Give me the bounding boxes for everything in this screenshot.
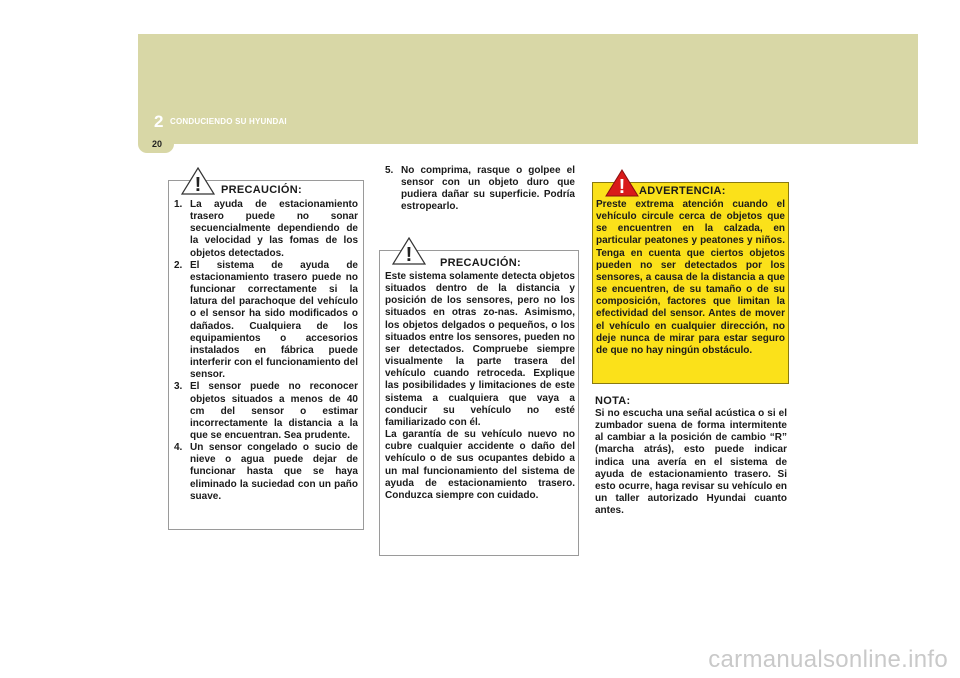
chapter-title: CONDUCIENDO SU HYUNDAI (170, 117, 287, 126)
warning-box (592, 176, 789, 384)
list-item: 4. Un sensor congelado o sucio de nieve o agua puede dejar de funcionar hasta que se haya eliminado la suciedad con un paño suave. (174, 442, 358, 502)
svg-text:!: ! (194, 174, 202, 195)
caution-box-left (168, 174, 364, 530)
warning-triangle-icon (392, 237, 426, 265)
svg-text:!: ! (405, 244, 413, 265)
caution-title: PRECAUCIÓN: (440, 257, 521, 269)
list-item: 2. El sistema de ayuda de estacionamiento trasero puede no funcionar correctamente si la latura del parachoque del vehículo o el sensor ha sido modificados o dañados. Cualquiera de los equipamientos o accesorios instalados en fábrica puede interferir con el funcionamiento del sensor. (174, 259, 358, 381)
warning-triangle-icon (605, 169, 639, 197)
header-band (138, 34, 918, 144)
caution-title: PRECAUCIÓN: (221, 184, 302, 196)
chapter-number: 2 (154, 112, 164, 131)
list-item: 1. La ayuda de estacionamiento trasero puede no sonar secuencialmente dependiendo de la velocidad y las fomas de los objetos detectados. (174, 199, 358, 259)
caution-paragraph: La garantía de su vehículo nuevo no cubre cualquier accidente o daño del vehículo o de sus ocupantes debido a un mal funcionamiento del sistema de ayuda de estacionamiento trasero. Conduzca siempre con cuidado. (385, 429, 575, 501)
list-item: 3. El sensor puede no reconocer objetos situados a menos de 40 cm del sensor o estimar incorrectamente la distancia a la que se encuentran. Sea prudente. (174, 381, 358, 441)
page-number: 20 (152, 139, 163, 149)
warning-triangle-icon (181, 167, 215, 195)
caution-body (385, 271, 575, 502)
watermark: carmanualsonline.info (708, 646, 948, 673)
svg-text:!: ! (618, 176, 626, 197)
caution-list (174, 199, 358, 503)
nota-text: Si no escucha una señal acústica o si el zumbador suena de forma intermitente al cambiar a la posición de cambio “R” (marcha atrás), esto puede indicar indica una avería en el sistema de ayuda de estacionamiento trasero. Si esto ocurre, haga revisar su vehículo en un taller autorizado Hyundai cuanto antes. (595, 408, 787, 517)
warning-text: Preste extrema atención cuando el vehículo circule cerca de objetos que se encuentren en la calzada, en particular peatones y peatones y niños. Tenga en cuenta que ciertos objetos pueden no ser detectados por los sensores, a causa de la distancia a que se encuentren, de su tamaño o de su composición, factores que limitan la efectividad del sensor. Antes de mover el vehículo en cualquier dirección, no deje nunca de mirar para estar seguro de que no hay ningún obstáculo. (596, 199, 785, 356)
list-item: 5. No comprima, rasque o golpee el sensor con un objeto duro que pudiera dañar su superficie. Podría estropearlo. (385, 165, 575, 213)
caution-box-middle (379, 244, 579, 556)
warning-title: ADVERTENCIA: (639, 185, 726, 197)
caution-paragraph: Este sistema solamente detecta objetos situados dentro de la distancia y posición de los sensores, pero no los situados en otras zo-nas. Asimismo, los objetos delgados o pequeños, o los situados entre los sensores, pueden no ser detectados. Compruebe siempre visualmente la parte trasera del vehículo cuando retroceda. Explique las posibilidades y limitaciones de este sistema a cualquiera que vaya a conducir su vehículo no esté familiarizado con él. (385, 271, 575, 428)
sensor-item-5 (385, 165, 575, 214)
nota-title: NOTA: (595, 395, 631, 407)
